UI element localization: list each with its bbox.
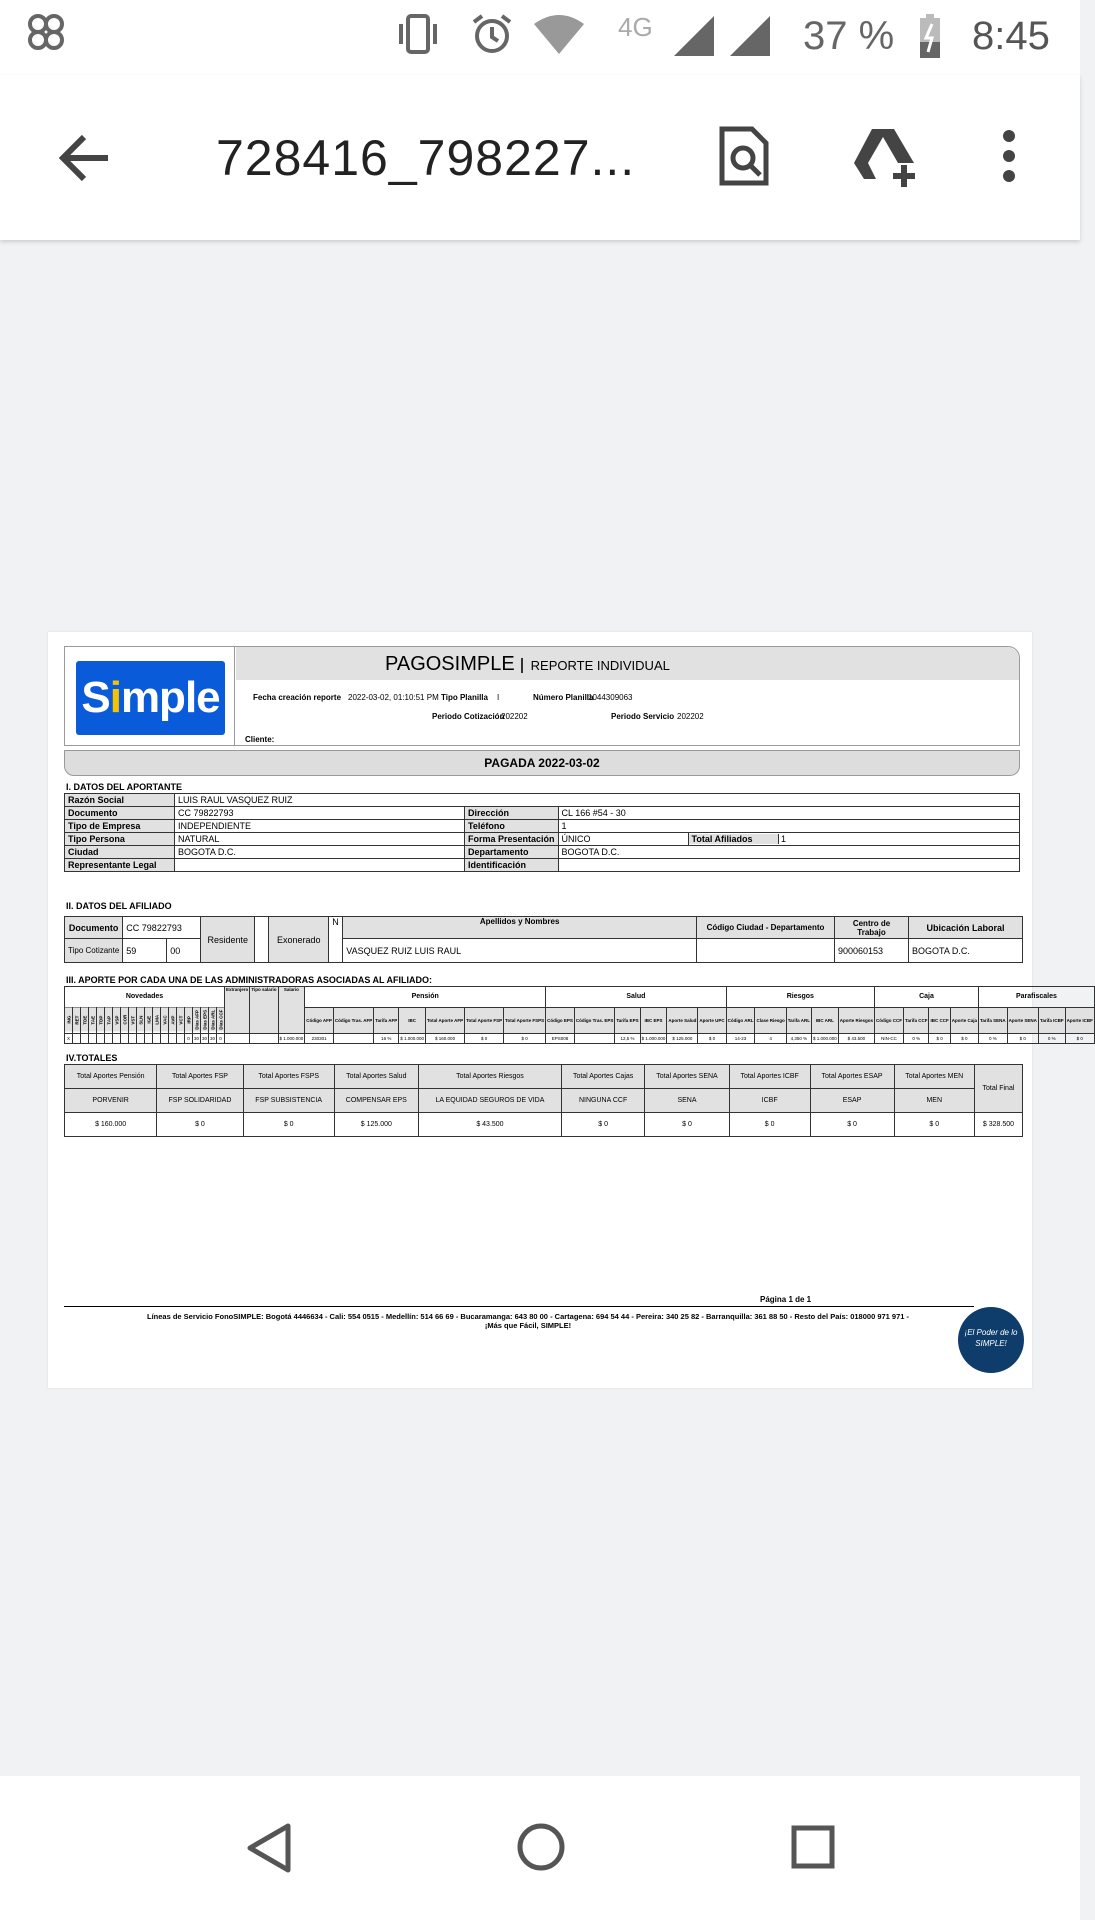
column-header: Aporte ICBF (1065, 1007, 1094, 1033)
pdf-page (48, 632, 1093, 1388)
cell-value: 16 % (374, 1033, 399, 1043)
cell-value (225, 1033, 250, 1043)
nav-home-icon[interactable] (516, 1822, 566, 1872)
column-header: Salario (278, 987, 305, 1034)
cell-value: 30 (193, 1033, 201, 1043)
cell-value: 30 (201, 1033, 209, 1043)
cell-value (161, 1033, 169, 1043)
column-header: Aporte Caja (950, 1007, 978, 1033)
column-header: COR (121, 1007, 129, 1033)
cell-value: $ 160.000 (426, 1033, 465, 1043)
cell-value: $ 43.500 (838, 1033, 874, 1043)
total-value: $ 43.500 (418, 1113, 561, 1137)
cell-value (81, 1033, 89, 1043)
section-aportes-heading: III. APORTE POR CADA UNA DE LAS ADMINISTRADORAS ASOCIADAS AL AFILIADO: (66, 975, 433, 985)
cell-value (121, 1033, 129, 1043)
cell-value (574, 1033, 615, 1043)
total-entity: SENA (645, 1089, 730, 1113)
column-header: Tarifa ICBF (1038, 1007, 1065, 1033)
column-header: RET (73, 1007, 81, 1033)
column-header: Código AFP (305, 1007, 334, 1033)
cell-value (137, 1033, 145, 1043)
payment-status-banner: PAGADA 2022-03-02 (64, 750, 1020, 776)
cell-value (105, 1033, 113, 1043)
column-header: Total Aporte FSPS (504, 1007, 546, 1033)
back-arrow-icon[interactable] (58, 133, 112, 183)
cell-value (97, 1033, 105, 1043)
simple-logo: Simple (76, 661, 225, 735)
document-title: 728416_798227... (216, 130, 636, 186)
nav-recents-icon[interactable] (790, 1824, 836, 1870)
total-value: $ 0 (562, 1113, 645, 1137)
more-options-icon[interactable] (1002, 129, 1016, 183)
add-to-drive-icon[interactable] (852, 125, 922, 187)
navigation-bar (0, 1776, 1080, 1920)
column-header: SLN (137, 1007, 145, 1033)
cell-value: $ 0 (504, 1033, 546, 1043)
find-in-document-icon[interactable] (718, 125, 770, 187)
cell-value: 0 % (1038, 1033, 1065, 1043)
column-header: LMA (153, 1007, 161, 1033)
clock: 8:45 (972, 14, 1050, 58)
column-header: Tarifa AFP (374, 1007, 399, 1033)
group-header: Parafiscales (978, 987, 1094, 1008)
total-value: $ 0 (729, 1113, 810, 1137)
cell-value (250, 1033, 278, 1043)
column-header: Tarifa CCF (904, 1007, 929, 1033)
total-entity: PORVENIR (65, 1089, 157, 1113)
column-header: Aporte Salud (667, 1007, 698, 1033)
section-afiliado-heading: II. DATOS DEL AFILIADO (66, 901, 172, 911)
footer-text: Líneas de Servicio FonoSIMPLE: Bogotá 4446634 - Cali: 554 0515 - Medellín: 514 66 69 - Bucaramanga: 643 80 00 - Cartagena: 694 54 44 - Pereira: 340 25 82 - Barranquilla: 361 88 50 - Resto del País: 018000 971 971 - ¡Más que Fácil, SIMPLE! (146, 1312, 910, 1330)
total-entity: FSP SUBSISTENCIA (243, 1089, 334, 1113)
total-value: $ 160.000 (65, 1113, 157, 1137)
column-header: AVP (169, 1007, 177, 1033)
cell-value: EPS008 (546, 1033, 575, 1043)
cell-value (333, 1033, 373, 1043)
total-entity: MEN (894, 1089, 974, 1113)
totales-table (64, 1064, 1023, 1137)
group-header: Novedades (65, 987, 225, 1008)
column-header: Código CCF (875, 1007, 904, 1033)
nav-back-icon[interactable] (246, 1822, 292, 1874)
app-bar (0, 75, 1080, 240)
cell-value (73, 1033, 81, 1043)
total-final-value: $ 328.500 (974, 1113, 1022, 1137)
cell-value: 230301 (305, 1033, 334, 1043)
cell-value: $ 1.000.000 (399, 1033, 426, 1043)
battery-icon (918, 14, 942, 60)
column-header: Clase Riesgo (755, 1007, 786, 1033)
cell-value (129, 1033, 137, 1043)
cell-value: $ 0 (698, 1033, 726, 1043)
total-entity: COMPENSAR EPS (334, 1089, 418, 1113)
vibrate-icon (396, 12, 440, 56)
total-entity: ICBF (729, 1089, 810, 1113)
total-entity: ESAP (810, 1089, 894, 1113)
total-header: Total Aportes ESAP (810, 1065, 894, 1089)
cell-value: 12,5 % (615, 1033, 640, 1043)
column-header: Dias ARL (209, 1007, 217, 1033)
column-header: IGE (145, 1007, 153, 1033)
cell-value (153, 1033, 161, 1043)
total-header: Total Aportes FSP (157, 1065, 243, 1089)
column-header: IBC CCF (929, 1007, 950, 1033)
cell-value: 0 (217, 1033, 225, 1043)
battery-percent: 37 % (803, 14, 895, 58)
status-bar (0, 0, 1080, 75)
cell-value: $ 0 (465, 1033, 504, 1043)
group-header: Salud (546, 987, 727, 1008)
column-header: IBC (399, 1007, 426, 1033)
aportes-table (64, 986, 1095, 1044)
total-entity: FSP SOLIDARIDAD (157, 1089, 243, 1113)
group-header: Pensión (305, 987, 546, 1008)
cell-value: $ 0 (950, 1033, 978, 1043)
column-header: Aporte SENA (1007, 1007, 1038, 1033)
column-header: Dias EPS (201, 1007, 209, 1033)
section-totales-heading: IV.TOTALES (66, 1053, 118, 1063)
total-header: Total Aportes FSPS (243, 1065, 334, 1089)
cell-value: $ 1.000.000 (278, 1033, 305, 1043)
column-header: Código ARL (726, 1007, 755, 1033)
column-header: Extranjero (225, 987, 250, 1034)
total-final-label: Total Final (974, 1065, 1022, 1113)
column-header: TDP (97, 1007, 105, 1033)
column-header: Tarifa ARL (786, 1007, 811, 1033)
wifi-icon (534, 14, 584, 54)
column-header: VST (129, 1007, 137, 1033)
total-value: $ 0 (894, 1113, 974, 1137)
column-header: VAC (161, 1007, 169, 1033)
column-header: VCT (177, 1007, 185, 1033)
cell-value: 0 % (904, 1033, 929, 1043)
footer-divider (64, 1306, 974, 1307)
total-header: Total Aportes Salud (334, 1065, 418, 1089)
cell-value: $ 1.000.000 (812, 1033, 839, 1043)
total-value: $ 0 (243, 1113, 334, 1137)
cell-value: $ 0 (1065, 1033, 1094, 1043)
cell-value: 0 (185, 1033, 193, 1043)
alarm-icon (470, 12, 514, 56)
column-header: IRP (185, 1007, 193, 1033)
column-header: TAP (105, 1007, 113, 1033)
cell-value: 14-23 (726, 1033, 755, 1043)
network-type: 4G (618, 12, 653, 42)
total-header: Total Aportes Riesgos (418, 1065, 561, 1089)
cell-value: $ 1.000.000 (640, 1033, 667, 1043)
total-entity: NINGUNA CCF (562, 1089, 645, 1113)
column-header: Total Aporte FSP (465, 1007, 504, 1033)
report-title: PAGOSIMPLE REPORTE INDIVIDUAL (385, 653, 670, 675)
group-header: Riesgos (726, 987, 874, 1008)
signal-icon-2 (730, 16, 770, 56)
fan-app-icon (26, 12, 66, 52)
total-header: Total Aportes Cajas (562, 1065, 645, 1089)
cell-value: $ 0 (929, 1033, 950, 1043)
total-header: Total Aportes ICBF (729, 1065, 810, 1089)
total-header: Total Aportes MEN (894, 1065, 974, 1089)
column-header: Dias CCF (217, 1007, 225, 1033)
column-header: Código Tras. AFP (333, 1007, 373, 1033)
total-value: $ 0 (645, 1113, 730, 1137)
total-header: Total Aportes SENA (645, 1065, 730, 1089)
simple-badge: ¡El Poder de lo SIMPLE! (958, 1307, 1024, 1373)
column-header: IBC ARL (812, 1007, 839, 1033)
aportante-table: Razón Social LUIS RAUL VASQUEZ RUIZ Documento CC 79822793 Dirección CL 166 #54 - 30 Tipo de Empresa INDEPENDIENTE Teléfono 1 Tipo Persona NATURAL Forma Presentación ÚNICO Total Afiliados 1 Ciudad BOGOTA D.C. Departamento BOGOTA D.C. Representante Legal Identificación (64, 793, 1020, 872)
column-header: Tarifa SENA (978, 1007, 1007, 1033)
total-value: $ 0 (157, 1113, 243, 1137)
cell-value (169, 1033, 177, 1043)
cell-value: 0 % (978, 1033, 1007, 1043)
cell-value (145, 1033, 153, 1043)
cell-value: 4,350 % (786, 1033, 811, 1043)
cell-value (177, 1033, 185, 1043)
cell-value (89, 1033, 97, 1043)
column-header: Total Aporte AFP (426, 1007, 465, 1033)
cell-value (113, 1033, 121, 1043)
column-header: TDE (81, 1007, 89, 1033)
total-value: $ 125.000 (334, 1113, 418, 1137)
cell-value: 4 (755, 1033, 786, 1043)
column-header: ING (65, 1007, 73, 1033)
column-header: VSP (113, 1007, 121, 1033)
column-header: TAE (89, 1007, 97, 1033)
total-header: Total Aportes Pensión (65, 1065, 157, 1089)
column-header: Código Tras. EPS (574, 1007, 615, 1033)
column-header: Dias AFP (193, 1007, 201, 1033)
cell-value: $ 125.000 (667, 1033, 698, 1043)
column-header: Aporte Riesgos (838, 1007, 874, 1033)
total-value: $ 0 (810, 1113, 894, 1137)
section-aportante-heading: I. DATOS DEL APORTANTE (66, 782, 183, 792)
report-header: Simple PAGOSIMPLE REPORTE INDIVIDUAL Fecha creación reporte 2022-03-02, 01:10:51 PM Tipo Planilla I Número Planilla 1044309063 Periodo Cotización 202202 Periodo Servicio 202202 Cliente: (64, 646, 1020, 746)
total-entity: LA EQUIDAD SEGUROS DE VIDA (418, 1089, 561, 1113)
column-header: IBC EPS (640, 1007, 667, 1033)
group-header: Caja (875, 987, 979, 1008)
column-header: Aporte UPC (698, 1007, 726, 1033)
column-header: Código EPS (546, 1007, 575, 1033)
cell-value: X (65, 1033, 73, 1043)
cell-value: NIN-CC (875, 1033, 904, 1043)
signal-icon (674, 16, 714, 56)
afiliado-table: Documento CC 79822793 Residente Exonerado N Apellidos y Nombres Código Ciudad - Departamento Centro de Trabajo Ubicación Laboral Tipo Cotizante 59 00 VASQUEZ RUIZ LUIS RAUL 900060153 BOGOTA D.C. (64, 916, 1023, 963)
column-header: Tarifa EPS (615, 1007, 640, 1033)
page-number: Página 1 de 1 (760, 1295, 812, 1304)
cell-value: $ 0 (1007, 1033, 1038, 1043)
column-header: Tipo salario (250, 987, 278, 1034)
cell-value: 30 (209, 1033, 217, 1043)
